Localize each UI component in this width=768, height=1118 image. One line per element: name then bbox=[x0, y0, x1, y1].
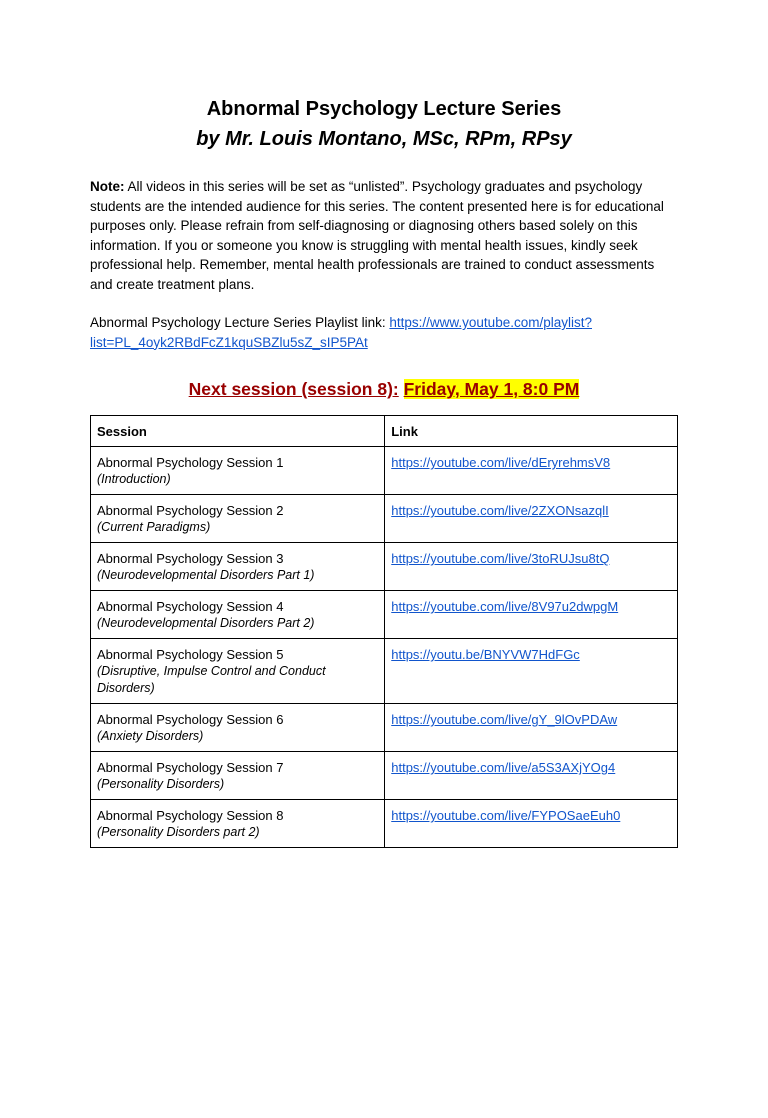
session-topic: (Current Paradigms) bbox=[97, 520, 211, 534]
table-row bbox=[91, 495, 678, 543]
table-row bbox=[91, 752, 678, 800]
link-cell bbox=[385, 639, 678, 704]
note-text: All videos in this series will be set as “unlisted”. Psychology graduates and psychology students are the intended audience for this series. The content presented here is for educational purposes only. Please refrain from self-diagnosing or diagnosing others based solely on this information. If you or someone you know is struggling with mental health issues, kindly seek professional help. Remember, mental health professionals are trained to conduct assessments and create treatment plans. bbox=[90, 179, 664, 292]
session-title: Abnormal Psychology Session 3 bbox=[97, 551, 284, 566]
playlist-label: Abnormal Psychology Lecture Series Playlist link: bbox=[90, 315, 390, 330]
session-title: Abnormal Psychology Session 5 bbox=[97, 647, 284, 662]
session-title: Abnormal Psychology Session 7 bbox=[97, 760, 284, 775]
session-topic: (Disruptive, Impulse Control and Conduct Disorders) bbox=[97, 664, 326, 695]
table-row bbox=[91, 447, 678, 495]
note-label: Note: bbox=[90, 179, 125, 194]
session-cell bbox=[91, 704, 385, 752]
table-row bbox=[91, 704, 678, 752]
header-session: Session bbox=[91, 416, 385, 447]
session-cell bbox=[91, 800, 385, 848]
next-session-prefix: Next session (session 8): bbox=[188, 379, 399, 399]
session-title: Abnormal Psychology Session 8 bbox=[97, 808, 284, 823]
link-cell bbox=[385, 704, 678, 752]
playlist-paragraph bbox=[90, 313, 678, 352]
session-topic: (Personality Disorders) bbox=[97, 777, 225, 791]
session-link[interactable]: https://youtube.com/live/3toRUJsu8tQ bbox=[391, 551, 610, 566]
link-cell bbox=[385, 800, 678, 848]
link-cell bbox=[385, 591, 678, 639]
session-cell bbox=[91, 495, 385, 543]
session-link[interactable]: https://youtube.com/live/gY_9lOvPDAw bbox=[391, 712, 618, 727]
session-link[interactable]: https://youtube.com/live/8V97u2dwpgM bbox=[391, 599, 619, 614]
playlist-link-line1: https://www.youtube.com/playlist? bbox=[389, 315, 592, 330]
sessions-table bbox=[90, 415, 678, 848]
session-link[interactable]: https://youtube.com/live/FYPOSaeEuh0 bbox=[391, 808, 621, 823]
header-link: Link bbox=[385, 416, 678, 447]
session-title: Abnormal Psychology Session 4 bbox=[97, 599, 284, 614]
session-cell bbox=[91, 447, 385, 495]
table-row bbox=[91, 639, 678, 704]
session-cell bbox=[91, 752, 385, 800]
session-cell bbox=[91, 639, 385, 704]
table-row bbox=[91, 800, 678, 848]
table-row bbox=[91, 543, 678, 591]
link-cell bbox=[385, 543, 678, 591]
next-session-heading bbox=[90, 376, 678, 402]
document-subtitle: by Mr. Louis Montano, MSc, RPm, RPsy bbox=[196, 128, 572, 150]
session-title: Abnormal Psychology Session 1 bbox=[97, 455, 284, 470]
table-header-row bbox=[91, 416, 678, 447]
next-session-date: Friday, May 1, 8:0 PM bbox=[403, 379, 580, 399]
session-topic: (Neurodevelopmental Disorders Part 2) bbox=[97, 616, 315, 630]
session-topic: (Personality Disorders part 2) bbox=[97, 825, 260, 839]
link-cell bbox=[385, 447, 678, 495]
table-row bbox=[91, 591, 678, 639]
note-paragraph bbox=[90, 177, 678, 294]
document-page bbox=[0, 94, 768, 1118]
session-title: Abnormal Psychology Session 6 bbox=[97, 712, 284, 727]
session-topic: (Neurodevelopmental Disorders Part 1) bbox=[97, 568, 315, 582]
session-topic: (Anxiety Disorders) bbox=[97, 729, 204, 743]
session-topic: (Introduction) bbox=[97, 472, 171, 486]
session-link[interactable]: https://youtu.be/BNYVW7HdFGc bbox=[391, 647, 580, 662]
session-link[interactable]: https://youtube.com/live/dEryrehmsV8 bbox=[391, 455, 611, 470]
session-cell bbox=[91, 591, 385, 639]
session-link[interactable]: https://youtube.com/live/a5S3AXjYOg4 bbox=[391, 760, 616, 775]
document-title: Abnormal Psychology Lecture Series bbox=[206, 98, 562, 120]
playlist-link-line2: list=PL_4oyk2RBdFcZ1kquSBZlu5sZ_sIP5PAt bbox=[90, 334, 368, 350]
session-cell bbox=[91, 543, 385, 591]
link-cell bbox=[385, 495, 678, 543]
session-title: Abnormal Psychology Session 2 bbox=[97, 503, 284, 518]
link-cell bbox=[385, 752, 678, 800]
session-link[interactable]: https://youtube.com/live/2ZXONsazqlI bbox=[391, 503, 609, 518]
